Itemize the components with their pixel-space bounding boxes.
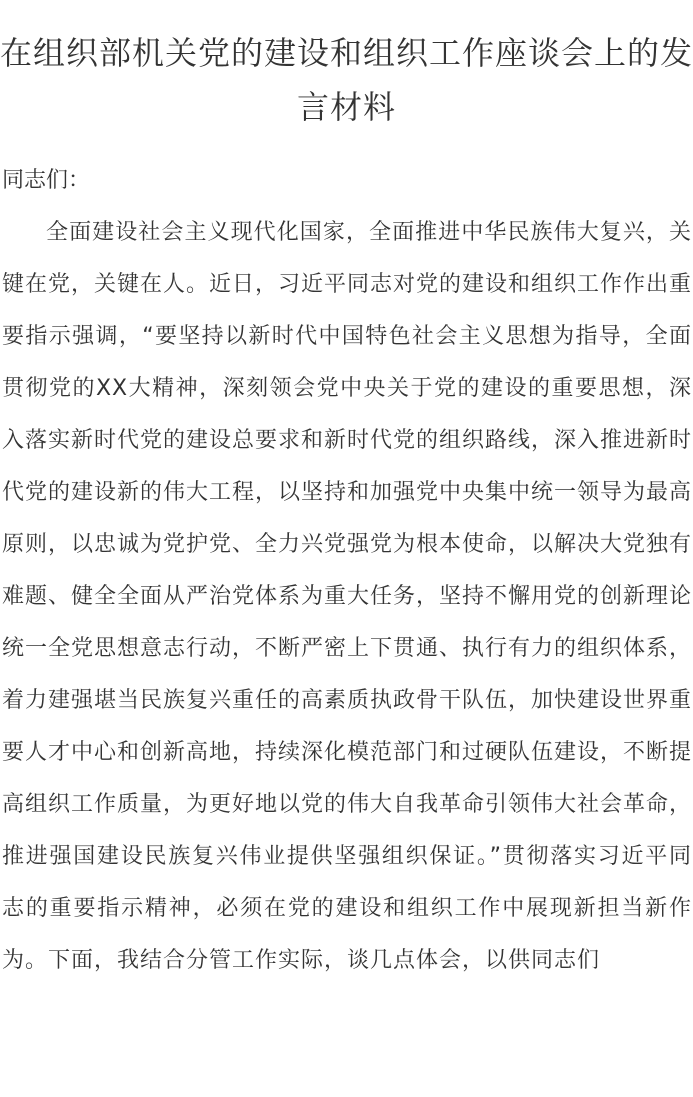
body-paragraph: 全面建设社会主义现代化国家，全面推进中华民族伟大复兴，关键在党，关键在人。近日，习近平同志对党的建设和组织工作作出重要指示强调，“要坚持以新时代中国特色社会主义思想为指导，全面贯彻党的XX大精神，深刻领会党中央关于党的建设的重要思想，深入落实新时代党的建设总要求和新时代党的组织路线，深入推进新时代党的建设新的伟大工程，以坚持和加强党中央集中统一领导为最高原则，以忠诚为党护党、全力兴党强党为根本使命，以解决大党独有难题、健全全面从严治党体系为重大任务，坚持不懈用党的创新理论统一全党思想意志行动，不断严密上下贯通、执行有力的组织体系，着力建强堪当民族复兴重任的高素质执政骨干队伍，加快建设世界重要人才中心和创新高地，持续深化模范部门和过硬队伍建设，不断提高组织工作质量，为更好地以党的伟大自我革命引领伟大社会革命，推进强国建设民族复兴伟业提供坚强组织保证。”贯彻落实习近平同志的重要指示精神，必须在党的建设和组织工作中展现新担当新作为。下面，我结合分管工作实际，谈几点体会，以供同志们 <box>2 220 693 973</box>
document-title: 在组织部机关党的建设和组织工作座谈会上的发言材料 <box>0 34 693 126</box>
salutation: 同志们： <box>2 168 91 193</box>
